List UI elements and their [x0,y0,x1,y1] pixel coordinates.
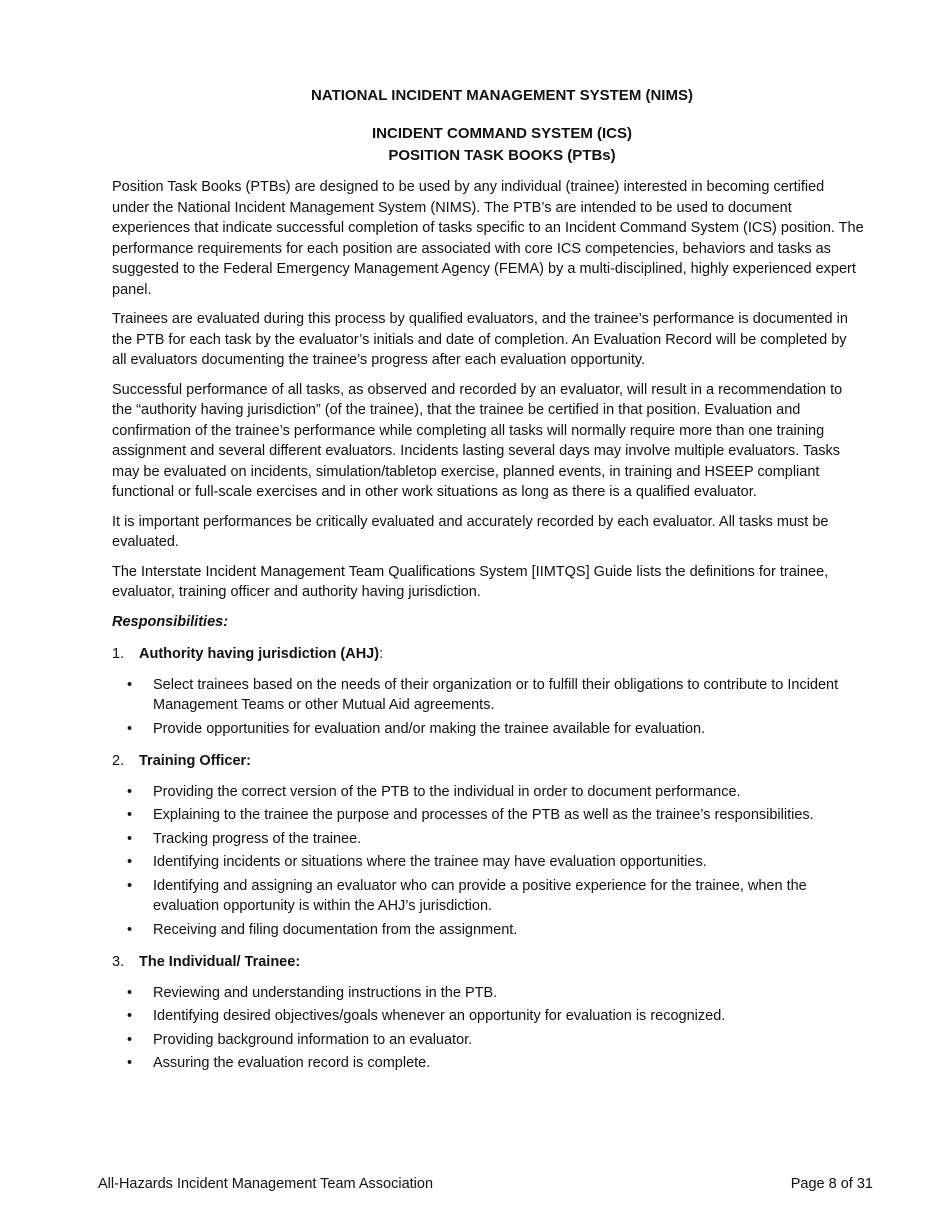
bullet-list-trainee [112,983,864,1074]
bullet-icon: • [127,854,133,870]
section-label: Authority having jurisdiction (AHJ) [139,646,380,662]
paragraph: Trainees are evaluated during this process by qualified evaluators, and the trainee’s performance is documented in the PTB for each task by the evaluator’s initials and date of completion. An Evaluation Record will be completed by all evaluators documenting the trainee’s progress after each evaluation opportunity. [112,311,848,368]
bullet-icon: • [127,1031,133,1048]
list-item-text: Receiving and filing documentation from the assignment. [153,921,518,938]
bullet-icon: • [127,984,133,1001]
list-item [112,920,864,941]
bullet-icon: • [127,783,133,800]
paragraph: Position Task Books (PTBs) are designed to be used by any individual (trainee) interested in becoming certified under the National Incident Management System (NIMS). The PTB’s are intended to be used to document experiences that indicate successful completion of tasks specific to an Incident Command System (ICS) position. The performance requirements for each position are associated with core ICS competencies, behaviors and tasks as suggested to the Federal Emergency Management Agency (FEMA) by a multi-disciplined, highly experienced expert panel. [112,179,864,298]
list-item [112,1006,864,1027]
list-item-text: Providing background information to an evaluator. [153,1031,473,1048]
paragraph: It is important performances be critically evaluated and accurately recorded by each evaluator. All tasks must be evaluated. [112,513,829,550]
subtitle-line-2: POSITION TASK BOOKS (PTBs) [388,147,616,164]
list-item [112,805,864,826]
bullet-icon: • [127,921,133,938]
bullet-icon: • [127,807,133,823]
responsibilities-heading: Responsibilities: [112,613,229,630]
section-heading-trainee [112,952,864,973]
bullet-icon: • [127,830,133,847]
section-number: 2. [112,753,125,769]
list-item-text: Select trainees based on the needs of their organization or to fulfill their obligations to contribute to Incident Management Teams or other Mutual Aid agreements. [153,676,839,713]
paragraph: The Interstate Incident Management Team Qualifications System [IIMTQS] Guide lists the definitions for trainee, evaluator, training officer and authority having jurisdiction. [112,563,829,600]
list-item-text: Identifying and assigning an evaluator who can provide a positive experience for the trainee, when the evaluation opportunity is within the AHJ’s jurisdiction. [153,877,807,914]
section-heading-ahj [112,644,864,665]
list-item-text: Explaining to the trainee the purpose and processes of the PTB as well as the trainee’s responsibilities. [153,807,814,823]
body-text [112,177,864,1086]
list-item [112,829,864,850]
list-item-text: Reviewing and understanding instructions in the PTB. [153,984,498,1001]
page-title: NATIONAL INCIDENT MANAGEMENT SYSTEM (NIMS) [311,87,693,104]
list-item [112,719,864,740]
bullet-icon: • [127,877,133,894]
bullet-list-ahj [112,675,864,740]
list-item-text: Assuring the evaluation record is complete. [153,1055,431,1071]
footer-organization: All-Hazards Incident Management Team Association [98,1176,434,1192]
bullet-icon: • [127,1008,133,1024]
bullet-icon: • [127,1055,133,1071]
section-number: 1. [112,646,125,662]
bullet-icon: • [127,720,133,737]
section-label: The Individual/ Trainee: [139,954,301,970]
list-item-text: Tracking progress of the trainee. [153,830,362,847]
section-suffix: : [379,646,384,662]
section-heading-training-officer [112,751,864,772]
list-item-text: Identifying desired objectives/goals whenever an opportunity for evaluation is recognized. [153,1008,726,1024]
list-item [112,675,864,716]
bullet-icon: • [127,676,133,693]
list-item [112,1030,864,1051]
list-item-text: Provide opportunities for evaluation and/or making the trainee available for evaluation. [153,720,706,737]
subtitle-line-1: INCIDENT COMMAND SYSTEM (ICS) [372,125,632,142]
list-item-text: Identifying incidents or situations where the trainee may have evaluation opportunities. [153,854,707,870]
list-item [112,1053,864,1074]
bullet-list-training-officer [112,782,864,941]
list-item [112,876,864,917]
list-item [112,782,864,803]
list-item [112,983,864,1004]
paragraph: Successful performance of all tasks, as observed and recorded by an evaluator, will result in a recommendation to the “authority having jurisdiction” (of the trainee), that the trainee be certified in that position. Evaluation and confirmation of the trainee’s performance while completing all tasks will normally require more than one training assignment and several different evaluators. Incidents lasting several days may involve multiple evaluators. Tasks may be evaluated on incidents, simulation/tabletop exercise, planned events, in training and HSEEP compliant functional or full-scale exercises and in other work situations as long as there is a qualified evaluator. [112,381,843,500]
page-subtitle [112,123,892,167]
list-item [112,852,864,873]
section-label: Training Officer: [139,753,251,769]
list-item-text: Providing the correct version of the PTB to the individual in order to document performance. [153,783,741,800]
footer-page-number: Page 8 of 31 [790,1176,873,1192]
section-number: 3. [112,954,125,970]
